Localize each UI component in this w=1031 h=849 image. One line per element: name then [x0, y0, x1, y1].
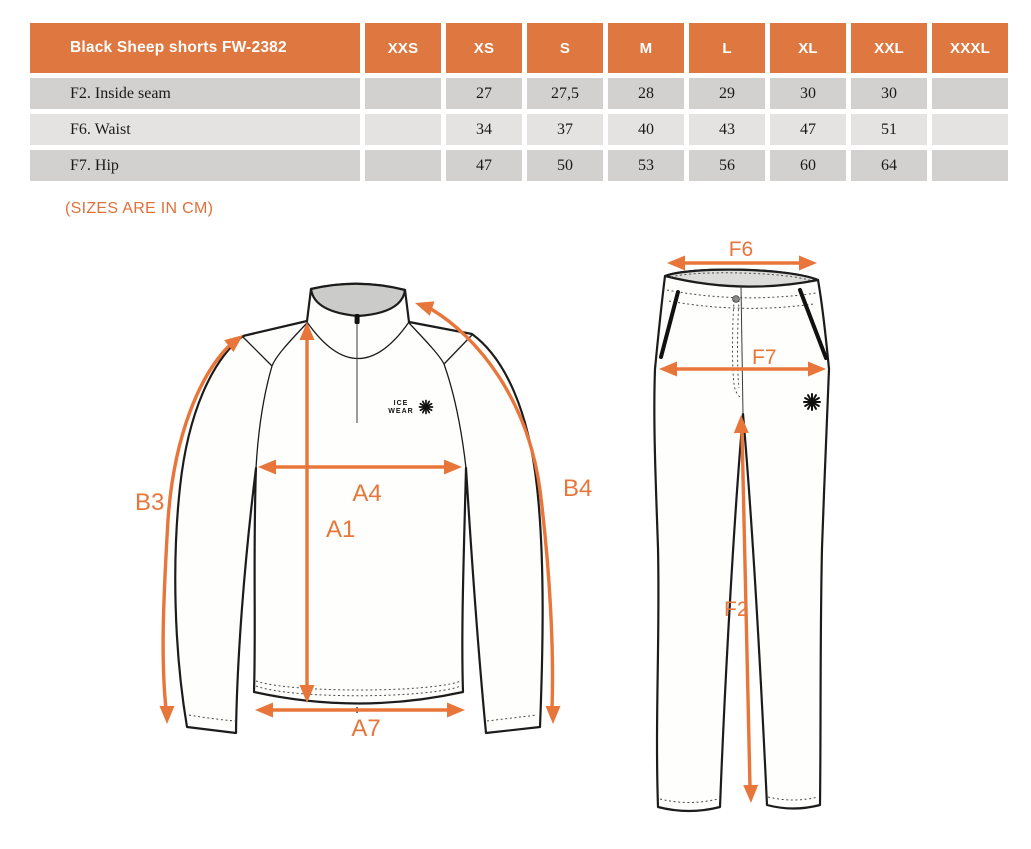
size-header-l: L — [689, 23, 765, 73]
cell-inside-seam-m: 28 — [608, 78, 684, 109]
row-label-waist: F6. Waist — [30, 114, 360, 145]
cell-waist-xxs — [365, 114, 441, 145]
pants-label-f7: F7 — [752, 346, 777, 369]
cell-waist-m: 40 — [608, 114, 684, 145]
pants-measure-f6 — [667, 238, 817, 271]
size-table — [30, 23, 1008, 181]
product-title-cell: Black Sheep shorts FW-2382 — [30, 23, 360, 73]
shirt-label-a1: A1 — [326, 516, 356, 543]
shirt-label-a7: A7 — [351, 715, 381, 742]
cell-waist-s: 37 — [527, 114, 603, 145]
pants-label-f2: F2 — [724, 598, 749, 621]
cell-inside-seam-xxs — [365, 78, 441, 109]
cell-inside-seam-l: 29 — [689, 78, 765, 109]
cell-inside-seam-xs: 27 — [446, 78, 522, 109]
cell-hip-l: 56 — [689, 150, 765, 181]
cell-hip-xxl: 64 — [851, 150, 927, 181]
shirt-label-a4: A4 — [352, 480, 382, 507]
size-header-s: S — [527, 23, 603, 73]
shirt-zipper-pull — [355, 314, 360, 324]
cell-waist-xs: 34 — [446, 114, 522, 145]
row-label-hip: F7. Hip — [30, 150, 360, 181]
cell-inside-seam-xxxl — [932, 78, 1008, 109]
shirt-logo-text-2: WEAR — [388, 408, 414, 415]
shirt-silhouette — [175, 284, 542, 733]
cell-hip-xs: 47 — [446, 150, 522, 181]
shirt-label-b4: B4 — [563, 475, 593, 502]
size-header-xs: XS — [446, 23, 522, 73]
shirt-logo-text-1: ICE — [393, 400, 409, 407]
size-header-xxl: XXL — [851, 23, 927, 73]
pants-diagram — [620, 238, 900, 833]
cell-hip-xxxl — [932, 150, 1008, 181]
cell-waist-l: 43 — [689, 114, 765, 145]
size-header-m: M — [608, 23, 684, 73]
cell-waist-xxl: 51 — [851, 114, 927, 145]
shirt-diagram — [100, 265, 615, 770]
cell-hip-xxs — [365, 150, 441, 181]
cell-waist-xl: 47 — [770, 114, 846, 145]
shirt-label-b3: B3 — [135, 489, 165, 516]
row-label-inside-seam: F2. Inside seam — [30, 78, 360, 109]
size-header-xl: XL — [770, 23, 846, 73]
cell-inside-seam-xl: 30 — [770, 78, 846, 109]
cell-inside-seam-s: 27,5 — [527, 78, 603, 109]
pants-label-f6: F6 — [728, 238, 754, 261]
cell-waist-xxxl — [932, 114, 1008, 145]
size-header-xxxl: XXXL — [932, 23, 1008, 73]
cell-hip-s: 50 — [527, 150, 603, 181]
shirt-measure-a7 — [255, 703, 465, 743]
cell-hip-m: 53 — [608, 150, 684, 181]
cell-inside-seam-xxl: 30 — [851, 78, 927, 109]
size-header-xxs: XXS — [365, 23, 441, 73]
units-note: (SIZES ARE IN CM) — [65, 200, 214, 217]
cell-hip-xl: 60 — [770, 150, 846, 181]
